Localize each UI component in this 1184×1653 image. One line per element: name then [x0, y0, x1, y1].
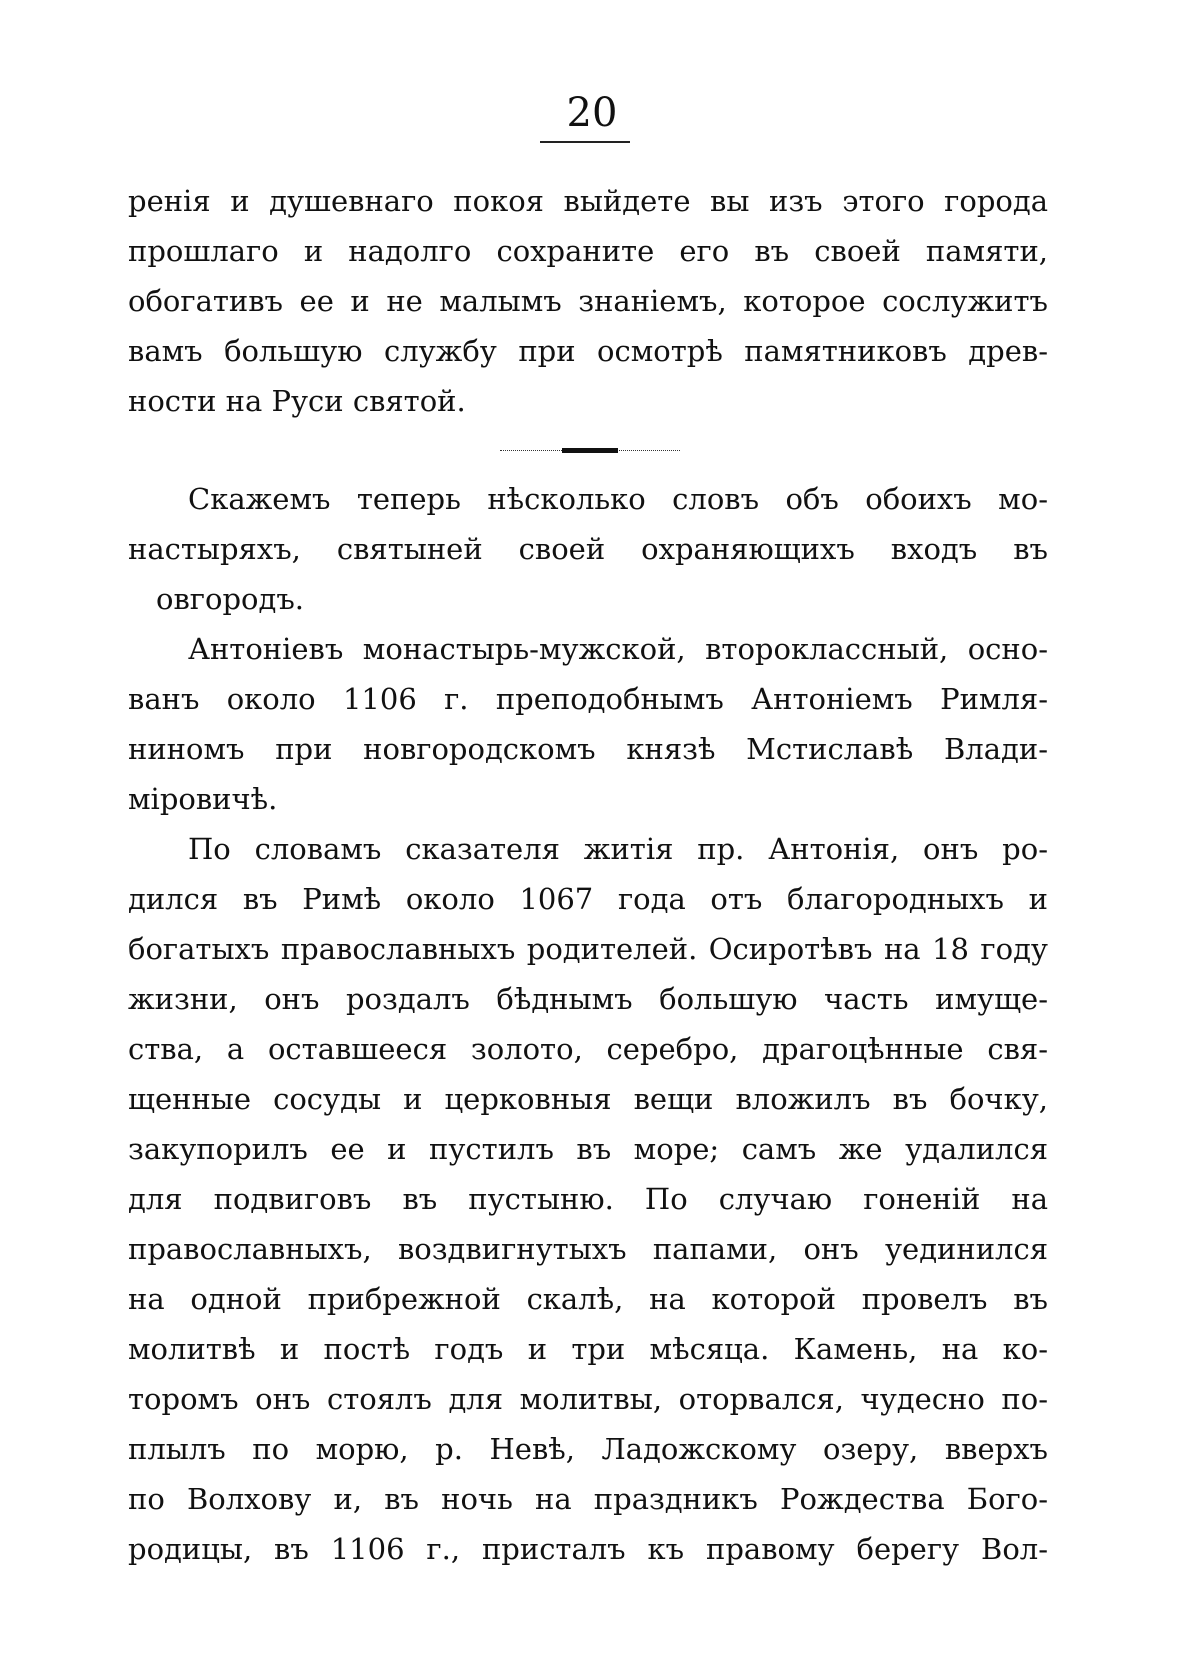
text-line: дился въ Римѣ около 1067 года отъ благородныхъ и [128, 882, 1048, 916]
text-line: плылъ по морю, р. Невѣ, Ладожскому озеру, вверхъ [128, 1432, 1048, 1466]
text-line: Скажемъ теперь нѣсколько словъ объ обоихъ мо- [188, 482, 1048, 516]
text-line: Антоніевъ монастырь-мужской, второклассный, осно- [188, 632, 1048, 666]
text-line: торомъ онъ стоялъ для молитвы, оторвался, чудесно по- [128, 1382, 1048, 1416]
paragraph-top [128, 176, 1048, 426]
text-line: ниномъ при новгородскомъ князѣ Мстиславѣ Влади- [128, 732, 1048, 766]
text-line: ства, а оставшееся золото, серебро, драгоцѣнные свя- [128, 1032, 1048, 1066]
page-number: 20 [566, 90, 618, 136]
text-line: міровичѣ. [128, 782, 278, 816]
text-line: по Волхову и, въ ночь на праздникъ Рождества Бого- [128, 1482, 1048, 1516]
text-line: прошлаго и надолго сохраните его въ своей памяти, [128, 234, 1048, 268]
text-line: на одной прибрежной скалѣ, на которой провелъ въ [128, 1282, 1048, 1316]
text-line: молитвѣ и постѣ годъ и три мѣсяца. Камень, на ко- [128, 1332, 1048, 1366]
separator-bar [562, 448, 618, 453]
text-line: жизни, онъ роздалъ бѣднымъ большую часть имуще- [128, 982, 1048, 1016]
text-line: По словамъ сказателя житія пр. Антонія, онъ ро- [188, 832, 1048, 866]
text-line: вамъ большую службу при осмотрѣ памятниковъ древ- [128, 334, 1048, 368]
text-line: щенные сосуды и церковныя вещи вложилъ въ бочку, [128, 1082, 1048, 1116]
text-line: овгородъ. [156, 582, 304, 616]
text-line: ности на Руси святой. [128, 384, 466, 418]
text-line: ванъ около 1106 г. преподобнымъ Антоніемъ Римля- [128, 682, 1048, 716]
section-body [128, 474, 1048, 1574]
text-line: настыряхъ, святыней своей охраняющихъ входъ въ [128, 532, 1048, 566]
text-line: богатыхъ православныхъ родителей. Осиротѣвъ на 18 году [128, 932, 1048, 966]
text-line: ренія и душевнаго покоя выйдете вы изъ этого города [128, 184, 1048, 218]
section-separator [500, 448, 680, 454]
text-line: родицы, въ 1106 г., присталъ къ правому берегу Вол- [128, 1532, 1048, 1566]
text-line: православныхъ, воздвигнутыхъ папами, онъ уединился [128, 1232, 1048, 1266]
text-line: для подвиговъ въ пустыню. По случаю гоненій на [128, 1182, 1048, 1216]
text-line: обогативъ ее и не малымъ знаніемъ, которое сослужитъ [128, 284, 1048, 318]
page-number-rule [540, 141, 630, 143]
text-line: закупорилъ ее и пустилъ въ море; самъ же удалился [128, 1132, 1048, 1166]
